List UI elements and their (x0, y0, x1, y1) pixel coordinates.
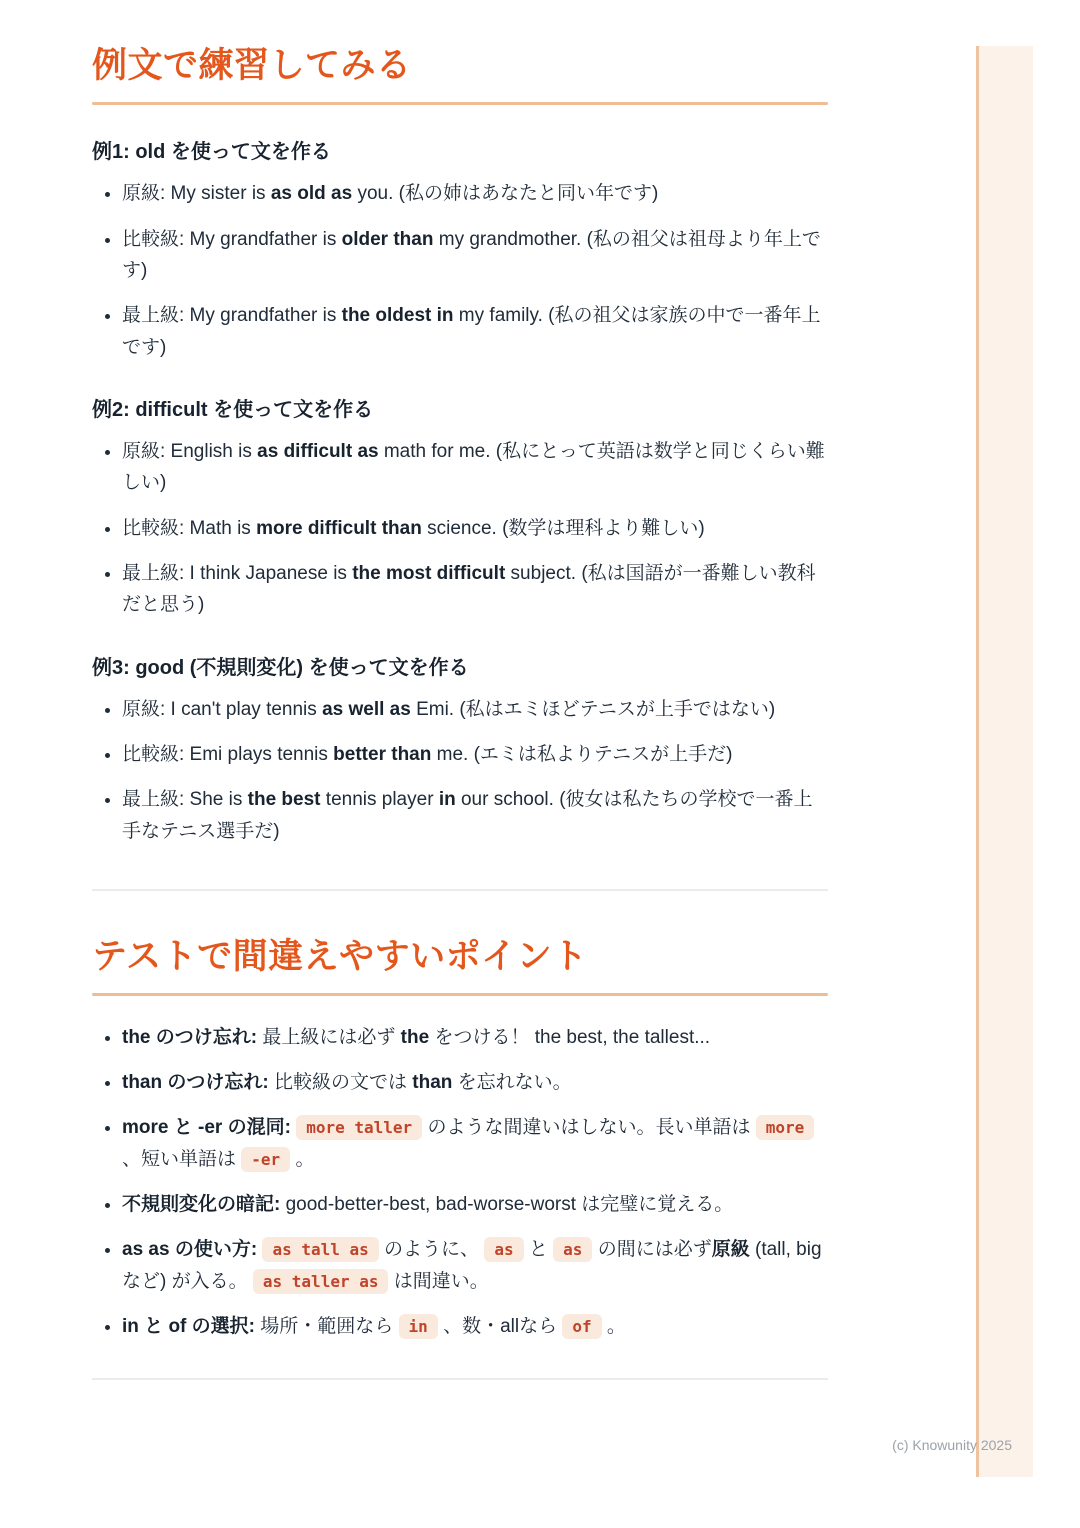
code-chip: as taller as (253, 1269, 389, 1294)
code-chip: as tall as (262, 1237, 378, 1262)
bold-text: 不規則変化の暗記: (122, 1194, 281, 1215)
text-segment: our school. (彼女は私たちの学校で一番上手なテニス選手だ) (122, 789, 813, 842)
text-segment: 比較級: My grandfather is (122, 228, 342, 250)
example-2-list (92, 436, 828, 621)
code-chip: as (553, 1237, 592, 1262)
code-chip: more (756, 1115, 815, 1140)
text-segment: 最上級: I think Japanese is (122, 563, 353, 584)
text-segment: 比較級の文では (268, 1071, 413, 1093)
bold-text: in (438, 789, 456, 811)
example-3-heading: 例3: good (不規則変化) を使って文を作る (92, 656, 469, 679)
text-segment: 最上級: My grandfather is (122, 305, 342, 327)
text-segment: Emi. (私はエミほどテニスが上手ではない) (410, 698, 776, 720)
list-item (122, 224, 828, 287)
text-segment: 比較級: Math is (122, 517, 257, 539)
text-segment: 比較級: Emi plays tennis (122, 744, 334, 766)
bold-text: than のつけ忘れ: (122, 1071, 269, 1093)
list-item (122, 178, 828, 209)
bold-text: as well as (322, 698, 411, 720)
right-edge-stripe (976, 46, 1033, 1477)
bold-text: than (412, 1071, 453, 1093)
text-segment: のような間違いはしない。長い単語は (422, 1116, 756, 1138)
bold-text: as difficult as (257, 440, 379, 462)
text-segment: 最上級には必ず (257, 1027, 401, 1049)
footer-credit: (c) Knowunity 2025 (892, 1437, 1012, 1453)
text-segment: をつける！ the best, the tallest... (429, 1027, 711, 1049)
text-segment: good-better-best, bad-worse-worst は完璧に覚える。 (280, 1194, 734, 1215)
text-segment: me. (エミは私よりテニスが上手だ) (431, 744, 733, 766)
text-segment: 。 (290, 1149, 315, 1171)
bold-text: the oldest in (341, 305, 454, 327)
example-2-heading: 例2: difficult を使って文を作る (92, 398, 374, 421)
practice-title-underline (92, 102, 828, 105)
pitfalls-title-underline (92, 993, 828, 996)
list-item (122, 784, 828, 847)
text-segment: you. (私の姉はあなたと同い年です) (352, 183, 659, 205)
bold-text: more と -er の混同: (122, 1116, 291, 1138)
list-item (122, 436, 828, 499)
bold-text: older than (341, 228, 434, 250)
text-segment: (tall, big など) が入る。 (122, 1238, 822, 1293)
pitfall-list (92, 1022, 828, 1343)
bold-text: more difficult than (256, 517, 422, 539)
bold-text: as old as (270, 183, 353, 205)
practice-section-title: 例文で練習してみる (92, 46, 412, 85)
list-item (122, 300, 828, 363)
bold-text: the most difficult (352, 563, 506, 584)
section-divider (92, 889, 828, 891)
practice-section (92, 135, 828, 847)
text-segment: 原級: English is (122, 440, 258, 462)
text-segment: 場所・範囲なら (254, 1316, 399, 1338)
example-1-list (92, 178, 828, 363)
list-item (122, 694, 828, 725)
text-segment: 最上級: She is (122, 789, 248, 811)
text-segment: 。 (601, 1316, 626, 1338)
bold-text: as as の使い方: (122, 1238, 258, 1260)
text-segment: my grandmother. (私の祖父は祖母より年上です) (122, 228, 821, 281)
list-item (122, 1189, 828, 1222)
bold-text: the のつけ忘れ: (122, 1027, 258, 1049)
list-item (122, 513, 828, 544)
code-chip: of (562, 1314, 601, 1339)
list-item (122, 1112, 828, 1177)
page-content (92, 0, 828, 1380)
list-item (122, 1234, 828, 1299)
list-item (122, 1022, 828, 1055)
text-segment: を忘れない。 (452, 1071, 572, 1093)
text-segment: 原級: My sister is (122, 183, 271, 205)
text-segment: 原級: I can't play tennis (122, 698, 323, 720)
text-segment: subject. (私は国語が一番難しい教科だと思う) (122, 563, 816, 616)
text-segment: 、数・allなら (437, 1316, 563, 1338)
pitfalls-section-title: テストで間違えやすいポイント (92, 937, 588, 977)
text-segment: science. (数学は理科より難しい) (421, 517, 705, 539)
text-segment: のように、 (378, 1238, 485, 1260)
code-chip: more taller (296, 1115, 422, 1140)
list-item (122, 1067, 828, 1100)
text-segment: tennis player (320, 789, 439, 811)
code-chip: -er (241, 1147, 290, 1172)
example-1-heading: 例1: old を使って文を作る (92, 141, 331, 164)
bold-text: the best (247, 789, 321, 811)
code-chip: as (484, 1237, 523, 1262)
text-segment: 、短い単語は (122, 1149, 242, 1171)
list-item (122, 739, 828, 770)
bold-text: 原級 (711, 1238, 750, 1260)
text-segment: は間違い。 (388, 1271, 489, 1293)
bold-text: the (400, 1027, 430, 1049)
text-segment: と (523, 1238, 554, 1260)
footer-divider (92, 1378, 828, 1380)
text-segment: math for me. (私にとって英語は数学と同じくらい難しい) (122, 440, 825, 494)
list-item (122, 558, 828, 621)
text-segment: my family. (私の祖父は家族の中で一番年上です) (122, 305, 821, 358)
example-3-list (92, 694, 828, 847)
list-item (122, 1311, 828, 1344)
bold-text: better than (333, 744, 432, 766)
bold-text: in と of の選択: (122, 1316, 255, 1338)
code-chip: in (399, 1314, 438, 1339)
text-segment: の間には必ず (592, 1238, 712, 1260)
